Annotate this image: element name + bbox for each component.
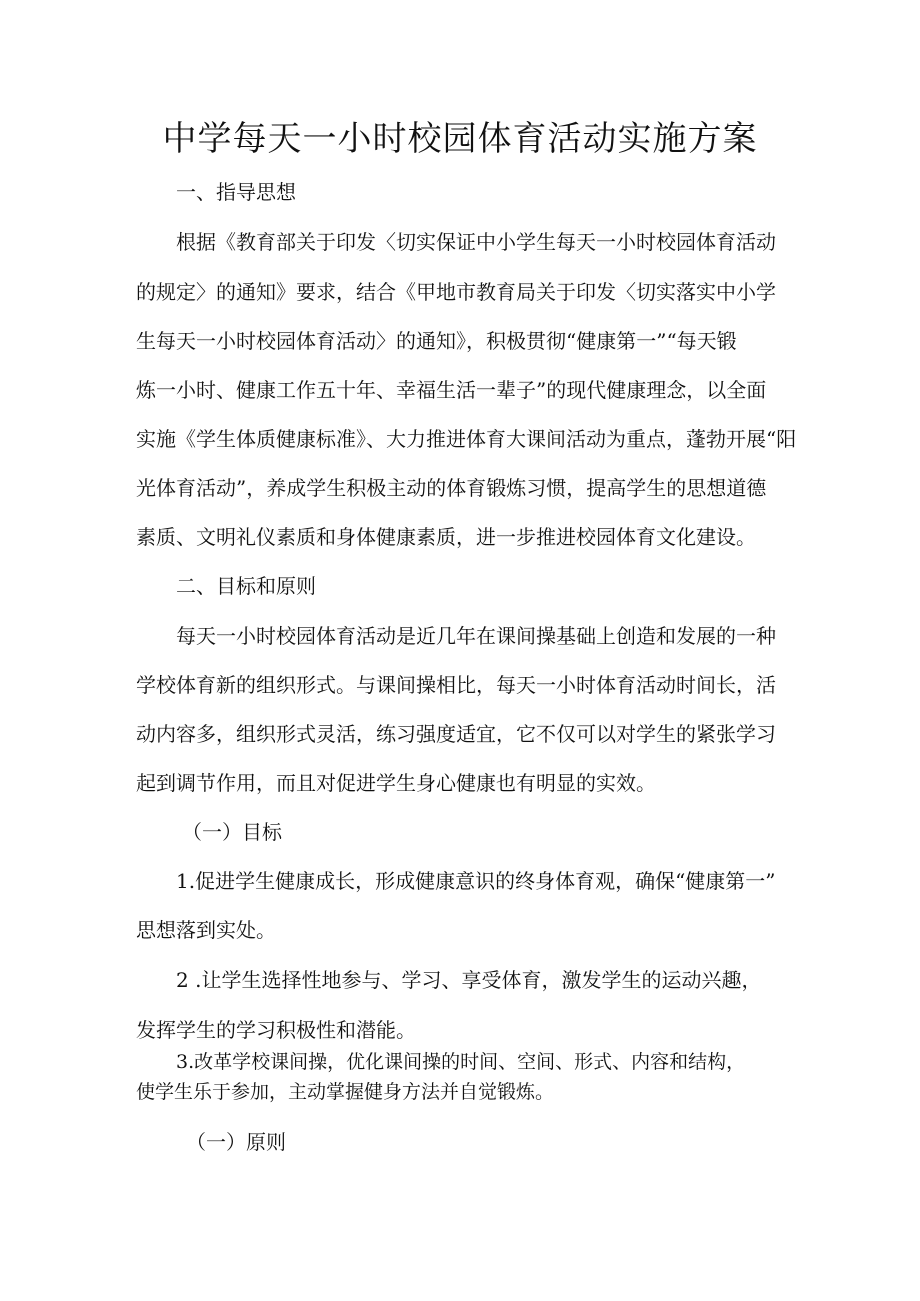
section1-line-4: 炼一小时、健康工作五十年、幸福生活一辈子”的现代健康理念，以全面 — [136, 378, 767, 402]
section1-line-2: 的规定〉的通知》要求，结合《甲地市教育局关于印发〈切实落实中小学 — [136, 280, 776, 304]
section1-line-5: 实施《学生体质健康标准》、大力推进体育大课间活动为重点，蓬勃开展“阳 — [136, 427, 797, 451]
goal-3-line-2: 使学生乐于参加，主动掌握健身方法并自觉锻炼。 — [136, 1081, 555, 1103]
goal-2-line-1: 2 .让学生选择性地参与、学习、享受体育，激发学生的运动兴趣， — [176, 968, 762, 992]
section2-line-1: 每天一小时校园体育活动是近几年在课间操基础上创造和发展的一种 — [176, 624, 776, 648]
section1-line-1: 根据《教育部关于印发〈切实保证中小学生每天一小时校园体育活动 — [176, 230, 776, 254]
section1-line-7: 素质、文明礼仪素质和身体健康素质，进一步推进校园体育文化建设。 — [136, 525, 756, 549]
section1-heading: 一、指导思想 — [176, 180, 296, 204]
section2-line-3: 动内容多，组织形式灵活，练习强度适宜，它不仅可以对学生的紧张学习 — [136, 722, 776, 746]
section2-line-2: 学校体育新的组织形式。与课间操相比，每天一小时体育活动时间长，活 — [136, 673, 776, 697]
goal-2-line-2: 发挥学生的学习积极性和潜能。 — [136, 1018, 416, 1042]
goal-1-line-1: 1.促进学生健康成长，形成健康意识的终身体育观，确保“健康第一” — [176, 869, 776, 893]
goal-3-line-1: 3.改革学校课间操，优化课间操的时间、空间、形式、内容和结构， — [176, 1051, 746, 1073]
document-title: 中学每天一小时校园体育活动实施方案 — [162, 119, 758, 159]
section1-line-3: 生每天一小时校园体育活动〉的通知》，积极贯彻“健康第一”“每天锻 — [136, 329, 737, 353]
section2-line-4: 起到调节作用，而且对促进学生身心健康也有明显的实效。 — [136, 771, 656, 795]
section1-line-6: 光体育活动”，养成学生积极主动的体育锻炼习惯，提高学生的思想道德 — [136, 476, 767, 500]
goal-1-line-2: 思想落到实处。 — [136, 918, 276, 942]
goals-heading: （一）目标 — [182, 820, 282, 844]
principles-heading: （一）原则 — [186, 1130, 286, 1154]
section2-heading: 二、目标和原则 — [176, 574, 316, 598]
